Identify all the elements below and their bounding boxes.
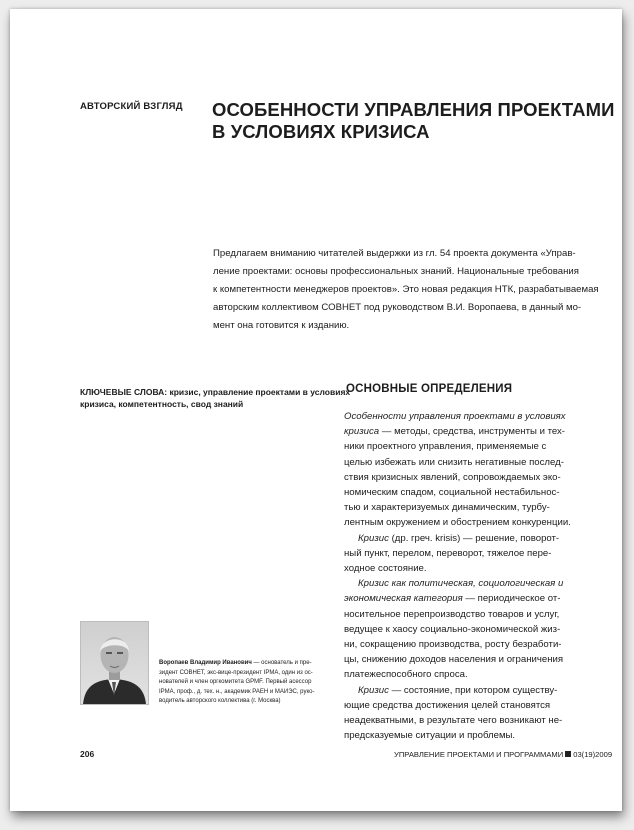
author-bio-line: водитель авторского коллектива (г. Москва) [159,698,281,705]
author-photo [80,621,149,705]
article-title-line: В УСЛОВИЯХ КРИЗИСА [212,121,430,142]
body-line: платежеспособного спроса. [344,669,468,681]
section-kicker: АВТОРСКИЙ ВЗГЛЯД [80,101,183,112]
body-line: ный пункт, перелом, переворот, тяжелое пере- [344,547,552,559]
body-text-span: (др. греч. krisis) — решение, поворот- [388,532,560,544]
term: экономическая категория [344,593,463,605]
body-text-span: — состояние, при котором существу- [388,684,558,696]
term: Кризис [358,684,389,696]
author-bio-line: нователей и член оргкомитета GPMF. Первый асессор [159,679,312,686]
body-line [344,531,594,546]
lead-line: к компетентности менеджеров проектов». Это новая редакция НТК, разрабатываемая [213,284,599,295]
lead-line: авторским коллективом СОВНЕТ под руководством В.И. Воропаева, в данный мо- [213,302,582,313]
author-bio-line: зидент СОВНЕТ, экс-вице-президент IPMA, один из ос- [159,669,313,676]
term: Кризис [358,532,389,544]
issue-number: 03(19)2009 [573,750,613,759]
body-line: цы, снижению доходов населения и ограничения [344,654,564,666]
body-line [344,591,594,606]
term: кризиса [344,426,380,438]
body-line: носительное перепроизводство товаров и услуг, [344,608,560,620]
author-name: Воропаев Владимир Иванович [159,660,252,666]
body-line: тью и характеризуемых динамическим, турбу- [344,502,550,514]
article-lead [213,245,599,335]
body-line: ющие средства достижения целей становятся [344,699,551,711]
author-bio [159,659,329,707]
body-line: лентным окружением и обострением конкуренции. [344,517,571,529]
keywords-line: кризиса, компетентность, свод знаний [80,399,244,409]
body-text-span: — периодическое от- [462,593,561,605]
body-text-span: — методы, средства, инструменты и тех- [379,426,565,438]
section-heading: ОСНОВНЫЕ ОПРЕДЕЛЕНИЯ [346,383,513,395]
keywords-line: КЛЮЧЕВЫЕ СЛОВА: кризис, управление проектами в условиях [80,387,351,397]
author-bio-line: IPMA, проф., д. тех. н., академик РАЕН и МАИЭС, руко- [159,688,315,695]
lead-line: ление проектами: основы профессиональных знаний. Национальные требования [213,266,579,277]
body-line: ведущее к хаосу социально-экономической жиз- [344,623,561,635]
square-bullet-icon [565,751,571,757]
author-bio-line [159,659,329,669]
body-line [344,576,594,591]
body-line [344,683,594,698]
body-line [344,409,594,424]
body-line: ники проектного управления, применяемые с [344,441,547,453]
body-line: ни, сокращению производства, росту безработи- [344,639,562,651]
journal-name: УПРАВЛЕНИЕ ПРОЕКТАМИ И ПРОГРАММАМИ [394,750,564,759]
term: Кризис как политическая, социологическая и [358,578,564,590]
author-bio-text: — основатель и пре- [251,660,312,666]
body-line: ствия кризисных явлений, сопровождаемых эко- [344,471,561,483]
body-line: ходное состояние. [344,563,427,575]
article-title-line: ОСОБЕННОСТИ УПРАВЛЕНИЯ ПРОЕКТАМИ [212,99,615,120]
lead-line: мент она готовится к изданию. [213,320,350,331]
keywords [80,386,351,410]
body-line: неадекватными, в результате чего возникают не- [344,715,563,727]
page-number: 206 [80,749,95,759]
magazine-page [10,9,622,811]
body-text [344,409,594,743]
body-line: целью избежать или снизить негативные послед- [344,456,564,468]
body-line: номическим спадом, социальной нестабильнос- [344,487,560,499]
term: Особенности управления проектами в условиях [344,411,566,422]
body-line [344,424,594,439]
running-footer [394,750,612,759]
author-portrait-image [81,622,148,704]
lead-line: Предлагаем вниманию читателей выдержки из гл. 54 проекта документа «Управ- [213,248,576,259]
article-title [212,99,615,143]
body-line: предсказуемые ситуации и проблемы. [344,730,516,742]
